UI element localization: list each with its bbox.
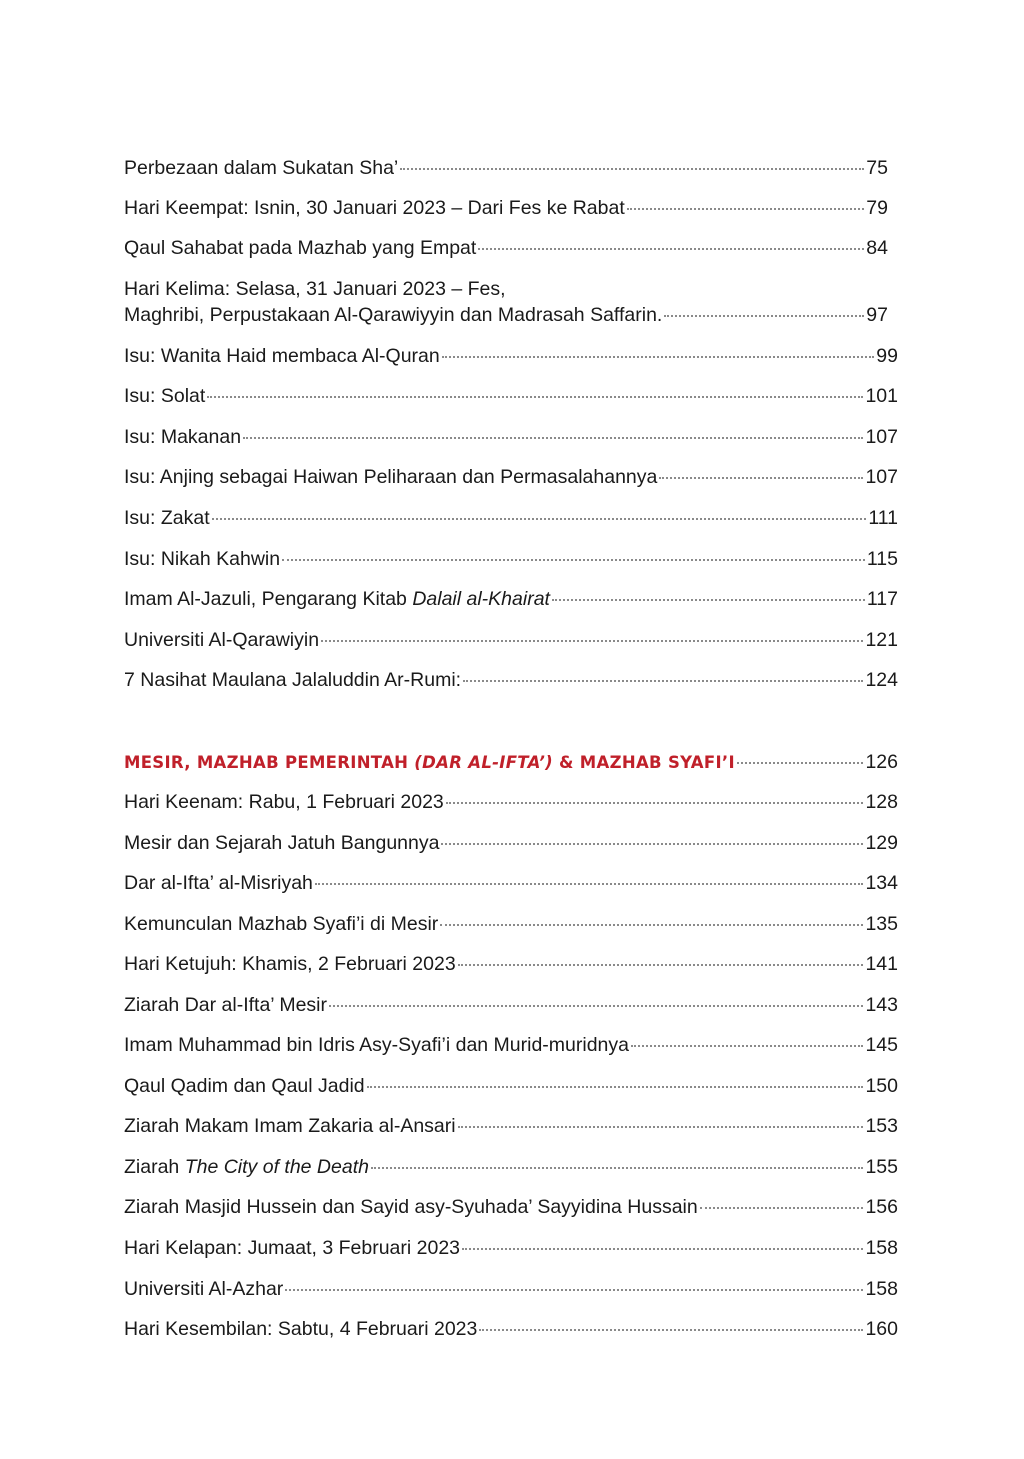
toc-entry[interactable]: [124, 1276, 898, 1302]
toc-entry[interactable]: [124, 1316, 898, 1342]
toc-entry-title-italic: Dalail al-Khairat: [412, 588, 550, 610]
toc-entry[interactable]: [124, 235, 888, 261]
toc-page-number: 143: [865, 994, 898, 1016]
toc-entry[interactable]: [124, 1073, 898, 1099]
toc-page-number: 129: [865, 832, 898, 854]
toc-entry-title: Ziarah Masjid Hussein dan Sayid asy-Syuhada’ Sayyidina Hussain: [124, 1196, 698, 1218]
toc-entry-title: Dar al-Ifta’ al-Misriyah: [124, 872, 313, 894]
toc-entry-title: Mesir dan Sejarah Jatuh Bangunnya: [124, 832, 440, 854]
toc-entry[interactable]: [124, 195, 888, 221]
toc-entry-title: Hari Keempat: Isnin, 30 Januari 2023 – Dari Fes ke Rabat: [124, 197, 625, 219]
dot-leader: [458, 1126, 864, 1128]
toc-entry[interactable]: [124, 911, 898, 937]
toc-entry-title: Qaul Qadim dan Qaul Jadid: [124, 1075, 365, 1097]
toc-page-number: 160: [865, 1318, 898, 1340]
toc-page-number: 111: [868, 507, 898, 529]
toc-entry[interactable]: [124, 1235, 898, 1261]
dot-leader: [315, 883, 864, 885]
toc-entry[interactable]: [124, 383, 898, 409]
toc-page-number: 117: [866, 588, 898, 610]
toc-entry[interactable]: [124, 546, 898, 572]
dot-leader: [478, 248, 864, 250]
toc-page-number: 126: [865, 751, 898, 773]
toc-page-number: 156: [865, 1196, 898, 1218]
toc-page-number: 153: [865, 1115, 898, 1137]
dot-leader: [552, 599, 865, 601]
toc-entry-title: Qaul Sahabat pada Mazhab yang Empat: [124, 237, 477, 259]
toc-page-number: 99: [876, 345, 898, 367]
toc-entry-title: Isu: Anjing sebagai Haiwan Peliharaan dan Permasalahannya: [124, 466, 658, 488]
toc-entry-title: Ziarah Dar al-Ifta’ Mesir: [124, 994, 327, 1016]
dot-leader: [664, 315, 864, 317]
toc-entry-title: Universiti Al-Azhar: [124, 1278, 284, 1300]
toc-entry[interactable]: [124, 789, 898, 815]
toc-page-number: 155: [865, 1156, 898, 1178]
toc-entry-title: Isu: Wanita Haid membaca Al-Quran: [124, 345, 440, 367]
toc-entry[interactable]: [124, 424, 898, 450]
toc-page-number: 101: [865, 385, 898, 407]
toc-page-number: 75: [866, 157, 888, 179]
dot-leader: [479, 1329, 863, 1331]
toc-entry-title-italic: The City of the Death: [184, 1156, 369, 1178]
dot-leader: [440, 924, 863, 926]
toc-entry[interactable]: [124, 627, 898, 653]
dot-leader: [700, 1207, 864, 1209]
toc-entry-title-line2: Maghribi, Perpustakaan Al-Qarawiyyin dan Madrasah Saffarin.: [124, 304, 663, 326]
toc-entry[interactable]: [124, 1154, 898, 1180]
toc-page-number: 141: [865, 953, 898, 975]
dot-leader: [282, 559, 865, 561]
dot-leader: [367, 1086, 864, 1088]
toc-page-number: 121: [865, 629, 898, 651]
dot-leader: [329, 1005, 863, 1007]
dot-leader: [371, 1167, 863, 1169]
dot-leader: [207, 396, 863, 398]
toc-entry[interactable]: [124, 1194, 898, 1220]
toc-entry[interactable]: [124, 586, 898, 612]
toc-entry-title: Perbezaan dalam Sukatan Sha’: [124, 157, 399, 179]
toc-page-number: 115: [866, 548, 898, 570]
dot-leader: [463, 680, 863, 682]
section-title: [124, 750, 735, 776]
toc-entry-title-plain: Ziarah: [124, 1156, 185, 1178]
toc-entry[interactable]: [124, 1113, 898, 1139]
section-title-italic: (DAR AL-IFTA’): [414, 753, 554, 772]
toc-page-number: 79: [866, 197, 888, 219]
dot-leader: [627, 208, 865, 210]
dot-leader: [462, 1248, 863, 1250]
toc-entry-title: Isu: Zakat: [124, 507, 210, 529]
dot-leader: [212, 518, 867, 520]
toc-entry-title: Hari Kesembilan: Sabtu, 4 Februari 2023: [124, 1318, 478, 1340]
dot-leader: [446, 802, 864, 804]
toc-page-number: 128: [865, 791, 898, 813]
section-title-part1: MESIR, MAZHAB PEMERINTAH: [124, 753, 415, 772]
toc-entry-title: 7 Nasihat Maulana Jalaluddin Ar-Rumi:: [124, 669, 462, 691]
toc-entry[interactable]: [124, 505, 898, 531]
dot-leader: [631, 1045, 863, 1047]
toc-page-number: 158: [865, 1237, 898, 1259]
toc-page-number: 134: [865, 872, 898, 894]
toc-entry-title-plain: Imam Al-Jazuli, Pengarang Kitab: [124, 588, 413, 610]
toc-entry-title: Hari Kelapan: Jumaat, 3 Februari 2023: [124, 1237, 461, 1259]
dot-leader: [737, 762, 864, 764]
toc-entry-title: Isu: Makanan: [124, 426, 242, 448]
toc-entry[interactable]: [124, 276, 888, 328]
toc-entry-title: Isu: Nikah Kahwin: [124, 548, 281, 570]
dot-leader: [400, 168, 864, 170]
dot-leader: [243, 437, 863, 439]
toc-entry[interactable]: [124, 155, 888, 181]
dot-leader: [285, 1289, 863, 1291]
toc-entry-title: Kemunculan Mazhab Syafi’i di Mesir: [124, 913, 439, 935]
toc-page-number: 97: [866, 304, 888, 326]
dot-leader: [321, 640, 863, 642]
toc-entry[interactable]: [124, 343, 898, 369]
toc-entry-title: Imam Muhammad bin Idris Asy-Syafi’i dan Murid-muridnya: [124, 1034, 630, 1056]
toc-entry[interactable]: [124, 992, 898, 1018]
toc-entry[interactable]: [124, 1032, 898, 1058]
toc-page-number: 145: [865, 1034, 898, 1056]
toc-section-heading[interactable]: [124, 749, 898, 776]
toc-entry[interactable]: [124, 464, 898, 490]
toc-entry-title: Hari Ketujuh: Khamis, 2 Februari 2023: [124, 953, 456, 975]
toc-page-number: 84: [866, 237, 888, 259]
dot-leader: [442, 356, 875, 358]
toc-entry[interactable]: [124, 830, 898, 856]
toc-entry-title: Isu: Solat: [124, 385, 206, 407]
toc-page-number: 124: [865, 669, 898, 691]
toc-entry-title: Universiti Al-Qarawiyin: [124, 629, 320, 651]
toc-entry-title-line1: Hari Kelima: Selasa, 31 Januari 2023 – Fes,: [124, 278, 506, 300]
dot-leader: [458, 964, 864, 966]
toc-entry-title: [124, 586, 550, 612]
toc-page-number: 158: [865, 1278, 898, 1300]
toc-entry-title: Hari Keenam: Rabu, 1 Februari 2023: [124, 791, 444, 813]
toc-page-number: 150: [865, 1075, 898, 1097]
toc-entry[interactable]: [124, 951, 898, 977]
toc-entry[interactable]: [124, 870, 898, 896]
toc-page-number: 107: [865, 426, 898, 448]
dot-leader: [441, 843, 863, 845]
toc-entry[interactable]: [124, 667, 898, 693]
toc-page-number: 107: [865, 466, 898, 488]
dot-leader: [659, 477, 863, 479]
toc-page-number: 135: [865, 913, 898, 935]
section-title-part2: & MAZHAB SYAFI’I: [553, 753, 735, 772]
toc-entry-title: Ziarah Makam Imam Zakaria al-Ansari: [124, 1115, 456, 1137]
toc-entry-title: [124, 1154, 369, 1180]
